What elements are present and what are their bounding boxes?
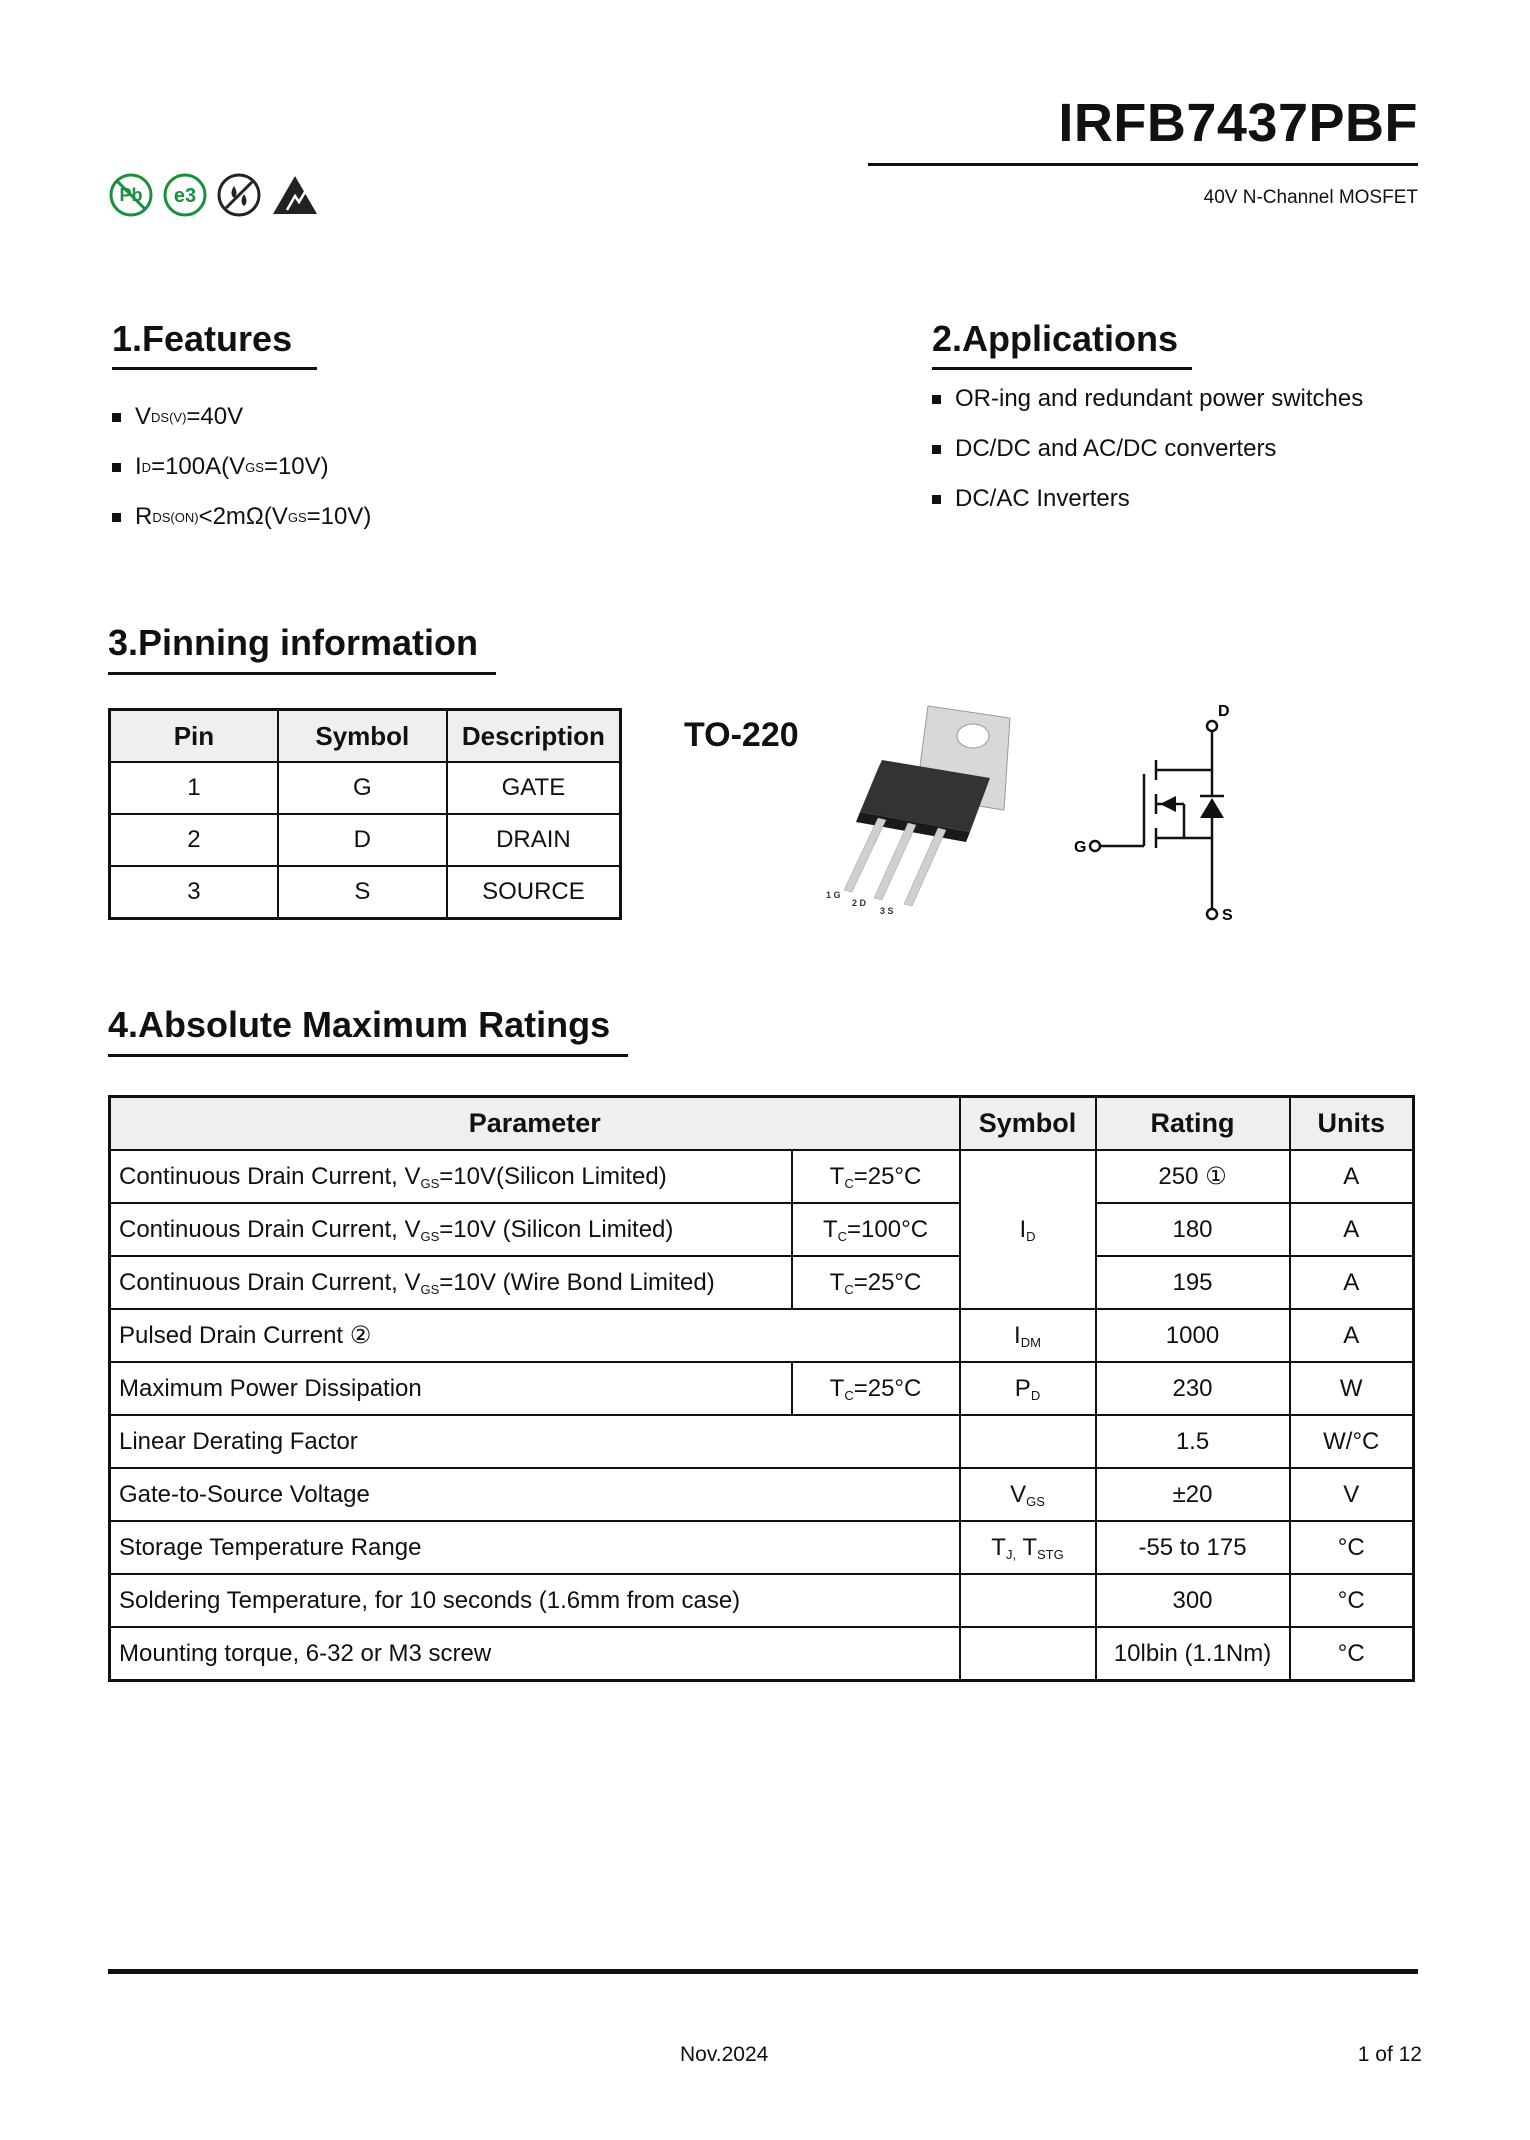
to220-package-image (790, 700, 1055, 925)
svg-text:2 D: 2 D (852, 898, 867, 908)
list-item: R DS(ON) <2mΩ(V GS =10V) (112, 492, 371, 542)
column-header: Rating (1096, 1097, 1290, 1151)
features-heading-rule (112, 367, 317, 370)
pinning-table (108, 708, 622, 920)
table-row: Gate-to-Source Voltage $V_{GS}$ ±20 V (110, 1468, 1414, 1521)
title-divider (868, 163, 1418, 166)
svg-text:D: D (1218, 703, 1230, 720)
compliance-logos (108, 172, 320, 218)
table-row: Maximum Power Dissipation $T_C=25^\circ C$ $P_D$ 230 W (110, 1362, 1414, 1415)
footer-date: Nov.2024 (680, 2043, 769, 2066)
part-subtitle: 40V N-Channel MOSFET (1203, 187, 1418, 208)
esd-sensitive-icon (270, 172, 320, 218)
column-header: Pin (110, 710, 278, 763)
table-row: Continuous Drain Current, $V_{GS}=10V(Silicon$ Limited) $T_C=25^\circ C$ $I_D$ 250 ① A (110, 1150, 1414, 1203)
table-row: 1 G GATE (110, 762, 621, 814)
svg-text:G: G (1074, 839, 1087, 856)
table-row: Storage Temperature Range $T_{J,}$ $T_{STG}$ -55 to 175 °C (110, 1521, 1414, 1574)
list-item: V DS(V) =40V (112, 392, 371, 442)
e3-icon (162, 172, 208, 218)
table-row: Linear Derating Factor 1.5 W/°C (110, 1415, 1414, 1468)
features-heading: 1.Features (112, 318, 293, 359)
table-row: 2 D DRAIN (110, 814, 621, 866)
list-item: DC/DC and AC/DC converters (932, 424, 1363, 474)
halogen-free-icon (216, 172, 262, 218)
applications-list (932, 374, 1363, 524)
column-header: Description (447, 710, 621, 763)
features-list (112, 392, 371, 542)
ratings-heading: 4.Absolute Maximum Ratings (108, 1004, 611, 1045)
lead-free-icon (108, 172, 154, 218)
table-row: 3 S SOURCE (110, 866, 621, 919)
footer-divider (108, 1969, 1418, 1974)
ratings-heading-rule (108, 1054, 628, 1057)
svg-text:Pb: Pb (119, 185, 143, 205)
list-item: I D =100A(V GS =10V) (112, 442, 371, 492)
pinning-heading-rule (108, 672, 496, 675)
svg-text:1 G: 1 G (826, 890, 841, 900)
column-header: Symbol (960, 1097, 1096, 1151)
pinning-heading: 3.Pinning information (108, 622, 478, 663)
column-header: Symbol (278, 710, 447, 763)
list-item: OR-ing and redundant power switches (932, 374, 1363, 424)
page-number: 1 of 12 (1357, 2043, 1422, 2066)
table-row: Continuous Drain Current, $V_{GS}=10V$ (Silicon Limited) $T_C=100^\circ C$ 180 A (110, 1203, 1414, 1256)
table-row: Soldering Temperature, for 10 seconds (1.6mm from case) 300 °C (110, 1574, 1414, 1627)
svg-text:S: S (1222, 907, 1233, 924)
column-header: Units (1290, 1097, 1414, 1151)
part-number-title: IRFB7437PBF (1058, 93, 1418, 153)
svg-text:3 S: 3 S (880, 906, 894, 916)
package-label: TO-220 (684, 716, 799, 754)
list-item: DC/AC Inverters (932, 474, 1363, 524)
table-row: Pulsed Drain Current ② $I_{DM}$ 1000 A (110, 1309, 1414, 1362)
table-header-row (110, 1097, 1414, 1151)
absolute-max-ratings-table (108, 1095, 1415, 1682)
applications-heading: 2.Applications (932, 318, 1179, 359)
table-header-row (110, 710, 621, 763)
mosfet-schematic-symbol (1060, 700, 1260, 925)
table-row: Mounting torque, 6-32 or M3 screw 10lbin (1.1Nm) °C (110, 1627, 1414, 1681)
column-header: Parameter (110, 1097, 960, 1151)
svg-text:e3: e3 (173, 185, 197, 207)
applications-heading-rule (932, 367, 1192, 370)
table-row: Continuous Drain Current, $V_{GS}=10V$ (Wire Bond Limited) $T_C=25^\circ C$ 195 A (110, 1256, 1414, 1309)
